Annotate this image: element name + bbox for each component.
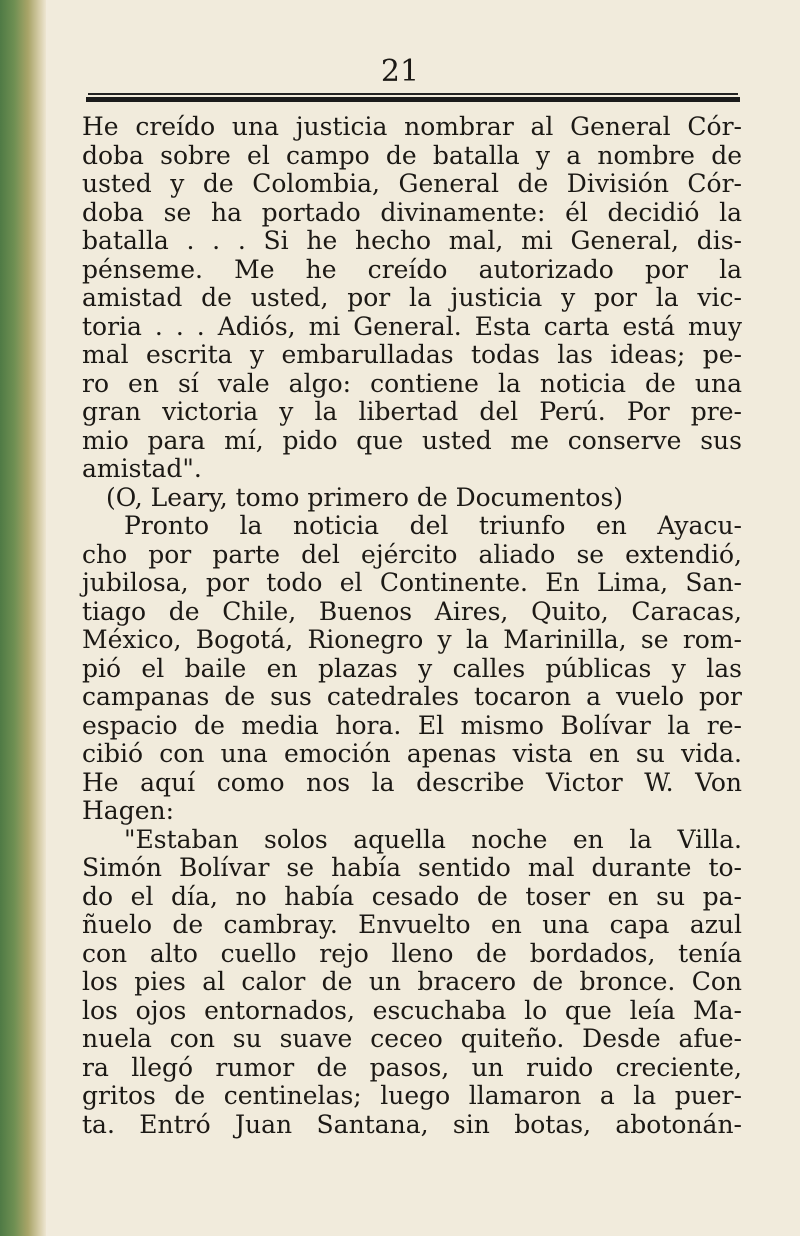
text-line: He aquí como nos la describe Victor W. Von [82, 767, 742, 797]
text-line: Simón Bolívar se había sentido mal durante to- [82, 853, 742, 882]
text-line: batalla . . . Si he hecho mal, mi General, dis- [82, 226, 742, 255]
text-line: ta. Entró Juan Santana, sin botas, abotonán- [82, 1109, 742, 1139]
text-line: usted y de Colombia, General de División Cór- [82, 169, 742, 198]
text-line: espacio de media hora. El mismo Bolívar la re- [82, 710, 742, 740]
body-text [82, 113, 742, 1139]
text-line: He creído una justicia nombrar al General Cór- [82, 112, 742, 141]
paragraph-start-line: Pronto la noticia del triunfo en Ayacu- [124, 511, 742, 540]
header-rule-thin [88, 93, 738, 95]
text-line: Hagen: [82, 796, 175, 825]
citation-line: (O, Leary, tomo primero de Documentos) [106, 482, 624, 512]
text-line: los ojos entornados, escuchaba lo que leía Ma- [82, 995, 742, 1025]
text-line: tiago de Chile, Buenos Aires, Quito, Caracas, [82, 596, 742, 626]
page-number: 21 [380, 54, 420, 89]
text-line: toria . . . Adiós, mi General. Esta carta está muy [82, 311, 742, 341]
text-line: pió el baile en plazas y calles públicas y las [82, 653, 742, 683]
text-line: gran victoria y la libertad del Perú. Por pre- [82, 397, 742, 426]
header-rule-thick [86, 97, 740, 102]
text-line: México, Bogotá, Rionegro y la Marinilla, se rom- [82, 625, 742, 654]
text-line: nuela con su suave ceceo quiteño. Desde afue- [82, 1024, 742, 1053]
text-line: gritos de centinelas; luego llamaron a la puer- [82, 1081, 742, 1110]
text-line: doba se ha portado divinamente: él decidió la [82, 197, 742, 227]
text-line: mio para mí, pido que usted me conserve sus [82, 425, 742, 455]
text-line: mal escrita y embarulladas todas las ideas; pe- [82, 340, 742, 369]
text-line: campanas de sus catedrales tocaron a vuelo por [82, 682, 742, 711]
text-line: jubilosa, por todo el Continente. En Lima, San- [82, 568, 742, 597]
book-binding-edge [0, 0, 46, 1236]
text-line: pénseme. Me he creído autorizado por la [82, 254, 742, 284]
text-line: do el día, no había cesado de toser en su pa- [82, 881, 742, 911]
text-line: ra llegó rumor de pasos, un ruido creciente, [82, 1052, 742, 1082]
text-line: ñuelo de cambray. Envuelto en una capa azul [82, 910, 742, 939]
text-line: doba sobre el campo de batalla y a nombre de [82, 140, 742, 170]
text-line: cibió con una emoción apenas vista en su vida. [82, 739, 742, 768]
text-line: ro en sí vale algo: contiene la noticia de una [82, 368, 742, 398]
text-line: amistad". [82, 454, 202, 483]
text-line: los pies al calor de un bracero de bronce. Con [82, 967, 742, 996]
text-line: amistad de usted, por la justicia y por la vic- [82, 283, 742, 312]
paragraph-start-line: "Estaban solos aquella noche en la Villa. [124, 824, 742, 854]
text-line: cho por parte del ejército aliado se extendió, [82, 539, 742, 569]
text-line: con alto cuello rejo lleno de bordados, tenía [82, 938, 742, 968]
